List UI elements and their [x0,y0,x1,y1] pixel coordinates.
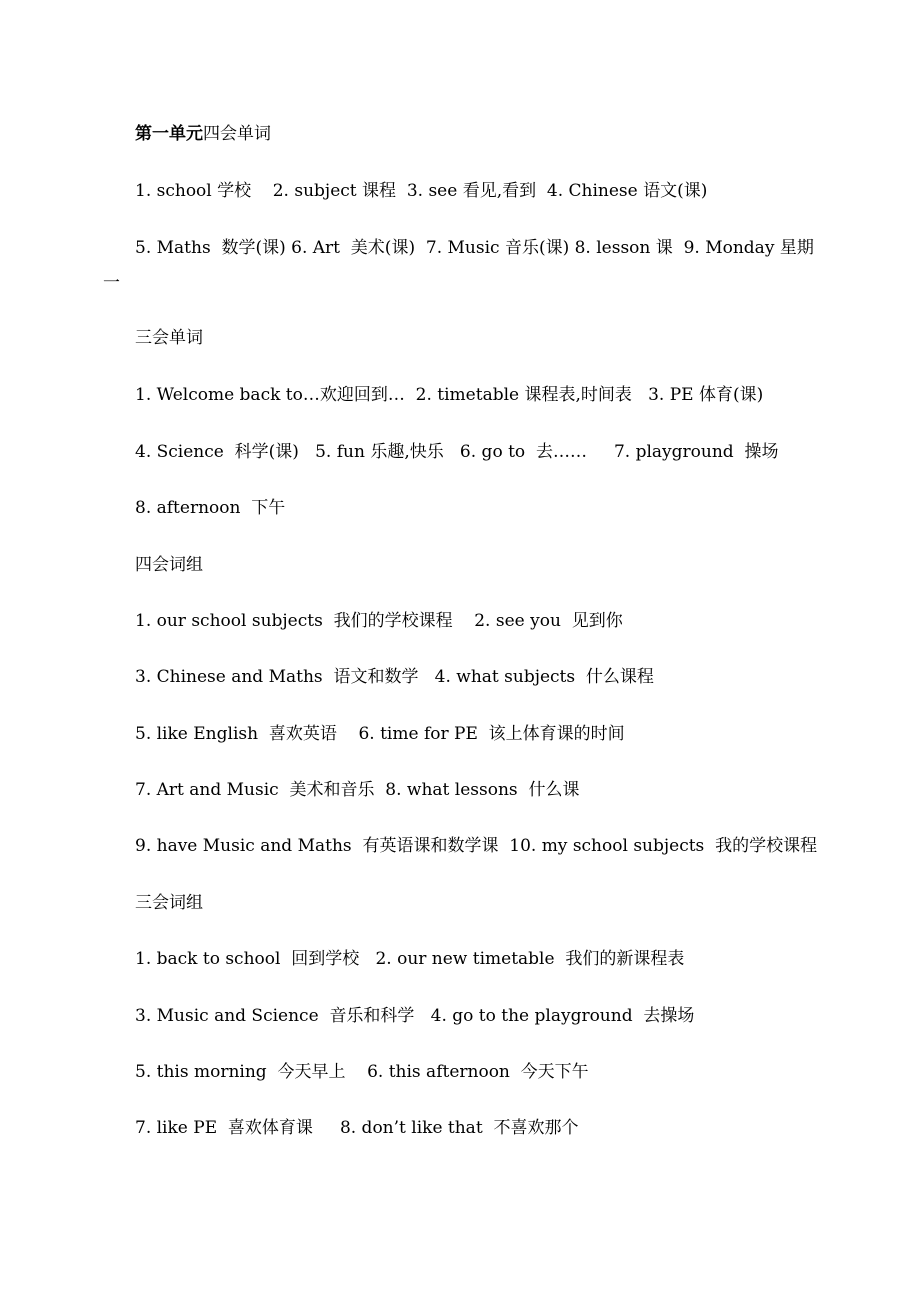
four-words-line-2-wrap: 一 [103,273,120,293]
four-phrases-line-1: 1. our school subjects 我们的学校课程 2. see you 见到你 [135,611,623,631]
three-words-line-2: 4. Science 科学(课) 5. fun 乐趣,快乐 6. go to 去…… 7. playground 操场 [135,442,779,462]
four-phrases-line-5: 9. have Music and Maths 有英语课和数学课 10. my school subjects 我的学校课程 [135,836,818,856]
four-phrases-line-4: 7. Art and Music 美术和音乐 8. what lessons 什么课 [135,780,580,800]
four-words-line-2: 5. Maths 数学(课) 6. Art 美术(课) 7. Music 音乐(课) 8. lesson 课 9. Monday 星期 [135,238,814,258]
four-phrases-heading: 四会词组 [135,555,203,575]
unit-title-bold: 第一单元 [135,124,203,144]
three-words-line-3: 8. afternoon 下午 [135,498,286,518]
three-phrases-line-1: 1. back to school 回到学校 2. our new timetable 我们的新课程表 [135,949,685,969]
three-words-line-1: 1. Welcome back to…欢迎回到… 2. timetable 课程表,时间表 3. PE 体育(课) [135,385,764,405]
three-words-heading: 三会单词 [135,328,203,348]
three-phrases-line-3: 5. this morning 今天早上 6. this afternoon 今天下午 [135,1062,589,1082]
four-phrases-line-3: 5. like English 喜欢英语 6. time for PE 该上体育课的时间 [135,724,625,744]
unit-title [135,124,271,144]
four-phrases-line-2: 3. Chinese and Maths 语文和数学 4. what subjects 什么课程 [135,667,654,687]
four-words-line-1: 1. school 学校 2. subject 课程 3. see 看见,看到 4. Chinese 语文(课) [135,181,708,201]
three-phrases-line-4: 7. like PE 喜欢体育课 8. don’t like that 不喜欢那个 [135,1118,579,1138]
three-phrases-line-2: 3. Music and Science 音乐和科学 4. go to the playground 去操场 [135,1006,695,1026]
three-phrases-heading: 三会词组 [135,893,203,913]
unit-title-rest: 四会单词 [203,124,271,144]
